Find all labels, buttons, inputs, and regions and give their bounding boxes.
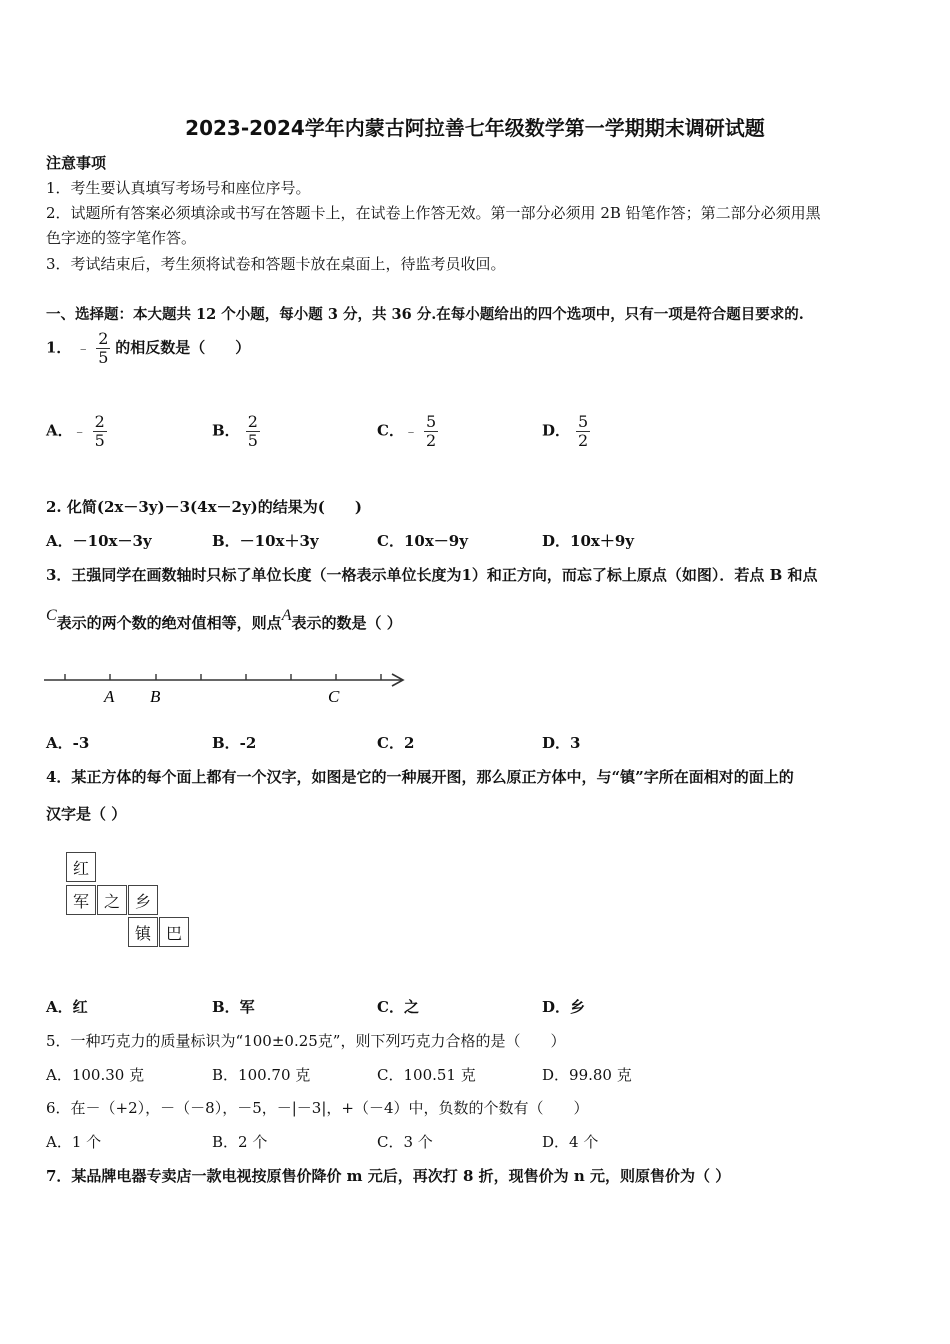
cube-net bbox=[63, 850, 191, 950]
option-c: C．﹣ $\frac{5}{2}$ bbox=[377, 412, 437, 450]
question-1 bbox=[46, 330, 250, 367]
label-a: A bbox=[104, 687, 115, 706]
option-a: A．－10x－3y bbox=[46, 532, 152, 550]
notice-item: 3．考试结束后，考生须将试卷和答题卡放在桌面上，待监考员收回。 bbox=[46, 255, 506, 273]
option-b: B．－10x＋3y bbox=[212, 532, 319, 550]
net-cell: 镇 bbox=[128, 917, 158, 947]
section-heading: 一、选择题：本大题共 12 个小题，每小题 3 分，共 36 分.在每小题给出的四个选项中，只有一项是符合题目要求的. bbox=[46, 306, 804, 323]
option-c: C．10x－9y bbox=[377, 532, 468, 550]
question-3-line2: C表示的两个数的绝对值相等，则点A表示的数是（ ） bbox=[46, 607, 402, 632]
point-label: C bbox=[46, 607, 57, 624]
notice-item: 1．考生要认真填写考场号和座位序号。 bbox=[46, 179, 311, 197]
option-d: D． $\frac{5}{2}$ bbox=[542, 412, 589, 450]
option-a: A．-3 bbox=[46, 734, 90, 752]
question-text: 的相反数是（ ） bbox=[115, 338, 251, 357]
question-number: 1． bbox=[46, 338, 72, 357]
notice-item: 2．试题所有答案必须填涂或书写在答题卡上，在试卷上作答无效。第一部分必须用 2B 铅笔作答；第二部分必须用黑 bbox=[46, 204, 821, 222]
number-line bbox=[40, 664, 410, 710]
point-label: A bbox=[281, 607, 292, 624]
axis-ticks bbox=[65, 674, 381, 680]
option-c: C．之 bbox=[377, 998, 419, 1016]
option-b: B．100.70 克 bbox=[212, 1066, 311, 1084]
option-d: D．4 个 bbox=[542, 1133, 599, 1151]
option-b: B．-2 bbox=[212, 734, 257, 752]
minus-sign: ﹣ bbox=[76, 340, 91, 357]
net-cell: 之 bbox=[97, 885, 127, 915]
option-b: B．2 个 bbox=[212, 1133, 268, 1151]
label-b: B bbox=[150, 687, 161, 706]
label-c: C bbox=[328, 687, 340, 706]
notice-item: 色字迹的签字笔作答。 bbox=[46, 229, 197, 247]
option-c: C．2 bbox=[377, 734, 415, 752]
option-d: D．乡 bbox=[542, 998, 586, 1016]
notice-heading: 注意事项 bbox=[46, 154, 107, 172]
option-d: D．3 bbox=[542, 734, 581, 752]
option-a: A．﹣ $\frac{2}{5}$ bbox=[46, 412, 105, 450]
question-3: 3．王强同学在画数轴时只标了单位长度（一格表示单位长度为1）和正方向，而忘了标上原点（如图）．若点 B 和点 bbox=[46, 566, 818, 584]
option-a: A．1 个 bbox=[46, 1133, 102, 1151]
net-cell: 军 bbox=[66, 885, 96, 915]
question-6: 6．在－（+2），－（－8），－5，－|－3|，+（－4）中，负数的个数有（ ） bbox=[46, 1099, 589, 1117]
net-cell: 乡 bbox=[128, 885, 158, 915]
option-c: C．100.51 克 bbox=[377, 1066, 476, 1084]
page-title: 2023-2024学年内蒙古阿拉善七年级数学第一学期期末调研试题 bbox=[185, 116, 765, 140]
question-4: 4．某正方体的每个面上都有一个汉字，如图是它的一种展开图，那么原正方体中，与“镇”字所在面相对的面上的 bbox=[46, 768, 794, 786]
question-7: 7．某品牌电器专卖店一款电视按原售价降价 m 元后，再次打 8 折，现售价为 n 元，则原售价为（ ） bbox=[46, 1167, 731, 1185]
option-a: A．红 bbox=[46, 998, 88, 1016]
net-cell: 巴 bbox=[159, 917, 189, 947]
question-4-line2: 汉字是（ ） bbox=[46, 805, 127, 823]
fraction: $\frac{2}{5}$ bbox=[98, 329, 109, 367]
option-d: D．10x＋9y bbox=[542, 532, 634, 550]
question-2: 2. 化简(2x－3y)－3(4x－2y)的结果为( ) bbox=[46, 498, 362, 516]
option-b: B． $\frac{2}{5}$ bbox=[212, 412, 258, 450]
option-c: C．3 个 bbox=[377, 1133, 433, 1151]
option-b: B．军 bbox=[212, 998, 255, 1016]
option-a: A．100.30 克 bbox=[46, 1066, 145, 1084]
net-cell: 红 bbox=[66, 852, 96, 882]
question-5: 5．一种巧克力的质量标识为“100±0.25克”，则下列巧克力合格的是（ ） bbox=[46, 1032, 566, 1050]
option-d: D．99.80 克 bbox=[542, 1066, 632, 1084]
